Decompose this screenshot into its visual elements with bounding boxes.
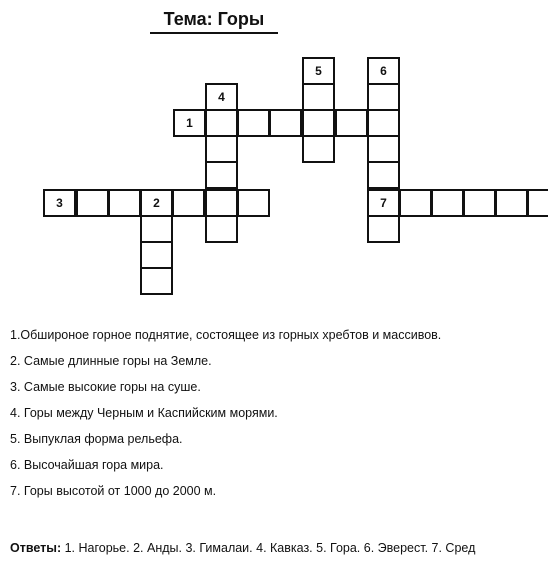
clue-item: 3. Самые высокие горы на суше.: [10, 380, 201, 394]
page-title: Тема: Горы: [150, 8, 278, 34]
grid-cell: [140, 215, 173, 243]
grid-cell: [173, 109, 206, 137]
grid-cell: [140, 189, 173, 217]
grid-cell: [237, 189, 270, 217]
clue-item: 7. Горы высотой от 1000 до 2000 м.: [10, 484, 217, 498]
grid-cell: [205, 161, 238, 189]
grid-cell: [431, 189, 464, 217]
grid-cell: [205, 215, 238, 243]
clue-number: 3: [56, 196, 63, 210]
grid-cell: [302, 57, 335, 85]
grid-cell: [76, 189, 109, 217]
grid-cell: [302, 135, 335, 163]
clue-number: 1: [186, 116, 193, 130]
answers-line: [10, 541, 475, 555]
grid-cell: [335, 109, 368, 137]
grid-cell: [367, 189, 400, 217]
grid-cell: [43, 189, 76, 217]
grid-cell: [205, 189, 238, 217]
grid-cell: [302, 83, 335, 111]
answers-label: Ответы:: [10, 541, 62, 555]
answers-text: 1. Нагорье. 2. Анды. 3. Гималаи. 4. Кавказ. 5. Гора. 6. Эверест. 7. Сред: [64, 541, 476, 555]
clue-number: 5: [315, 64, 322, 78]
clue-item: 2. Самые длинные горы на Земле.: [10, 354, 212, 368]
grid-cell: [205, 83, 238, 111]
grid-cell: [108, 189, 141, 217]
grid-cell: [367, 135, 400, 163]
clue-item: 6. Высочайшая гора мира.: [10, 458, 164, 472]
grid-cell: [527, 189, 548, 217]
grid-cell: [463, 189, 496, 217]
grid-cell: [302, 109, 335, 137]
clue-item: 5. Выпуклая форма рельефа.: [10, 432, 183, 446]
grid-cell: [140, 241, 173, 269]
clue-number: 7: [380, 196, 387, 210]
grid-cell: [367, 83, 400, 111]
grid-cell: [367, 215, 400, 243]
grid-cell: [172, 189, 205, 217]
grid-cell: [205, 135, 238, 163]
clue-number: 4: [218, 90, 225, 104]
grid-cell: [140, 267, 173, 295]
grid-cell: [367, 109, 400, 137]
grid-cell: [205, 109, 238, 137]
clue-item: 1.Обшироное горное поднятие, состоящее из горных хребтов и массивов.: [10, 328, 442, 342]
grid-cell: [367, 57, 400, 85]
clue-list: [10, 322, 441, 504]
grid-cell: [269, 109, 302, 137]
grid-cell: [495, 189, 528, 217]
clue-number: 2: [153, 196, 160, 210]
clue-item: 4. Горы между Черным и Каспийским морями.: [10, 406, 278, 420]
grid-cell: [399, 189, 432, 217]
grid-cell: [367, 161, 400, 189]
grid-cell: [237, 109, 270, 137]
clue-number: 6: [380, 64, 387, 78]
